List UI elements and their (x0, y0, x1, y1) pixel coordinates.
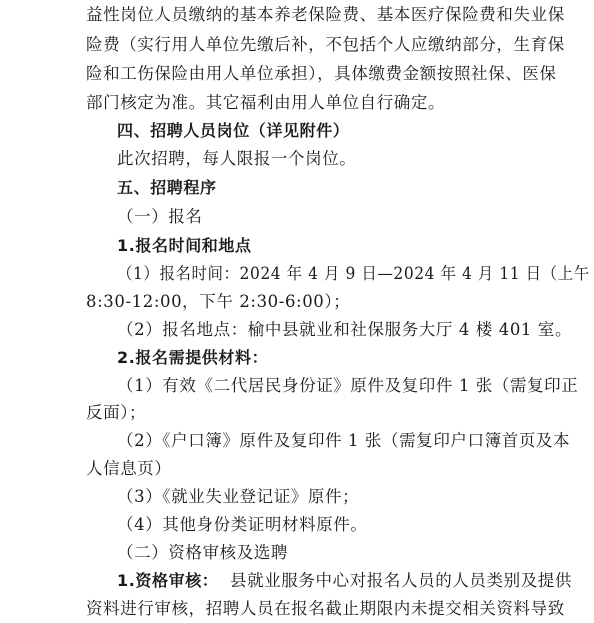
paragraph-line: （1）有效《二代居民身份证》原件及复印件 1 张（需复印正 (117, 375, 579, 395)
section-heading-procedure: 五、招聘程序 (117, 178, 217, 198)
paragraph-line: 资料进行审核，招聘人员在报名截止期限内未提交相关资料导致 (86, 599, 565, 618)
paragraph-line: 人信息页） (86, 459, 172, 479)
paragraph-line: 益性岗位人员缴纳的基本养老保险费、基本医疗保险费和失业保 (86, 5, 565, 25)
item-heading-qualification: 1.资格审核： (117, 571, 219, 591)
paragraph-line: 险费（实行用人单位先缴后补，不包括个人应缴纳部分，生育保 (86, 34, 565, 54)
paragraph-line: 此次招聘，每人限报一个岗位。 (117, 149, 357, 169)
subsection-heading-review: （二）资格审核及选聘 (117, 543, 288, 563)
paragraph-line: （4）其他身份类证明材料原件。 (117, 515, 368, 535)
paragraph-line: （1）报名时间：2024 年 4 月 9 日—2024 年 4 月 11 日（上午 (117, 263, 590, 283)
paragraph-line: 部门核定为准。其它福利由用人单位自行确定。 (86, 92, 446, 112)
paragraph-line: （3）《就业失业登记证》原件； (117, 487, 360, 507)
paragraph-line: （2）《户口簿》原件及复印件 1 张（需复印户口簿首页及本 (117, 431, 571, 451)
section-heading-positions: 四、招聘人员岗位（详见附件） (117, 121, 350, 141)
paragraph-line: 8:30-12:00，下午 2:30-6:00）； (86, 291, 351, 311)
paragraph-line: （2）报名地点：榆中县就业和社保服务大厅 4 楼 401 室。 (117, 319, 573, 339)
paragraph-line: 反面）； (86, 403, 147, 423)
paragraph-line: 县就业服务中心对报名人员的人员类别及提供 (230, 571, 572, 591)
paragraph-line: 险和工伤保险由用人单位承担），具体缴费金额按照社保、医保 (86, 63, 557, 83)
subsection-heading-registration: （一）报名 (117, 206, 203, 226)
item-heading-time-place: 1.报名时间和地点 (117, 235, 252, 255)
item-heading-materials: 2.报名需提供材料： (117, 347, 269, 367)
